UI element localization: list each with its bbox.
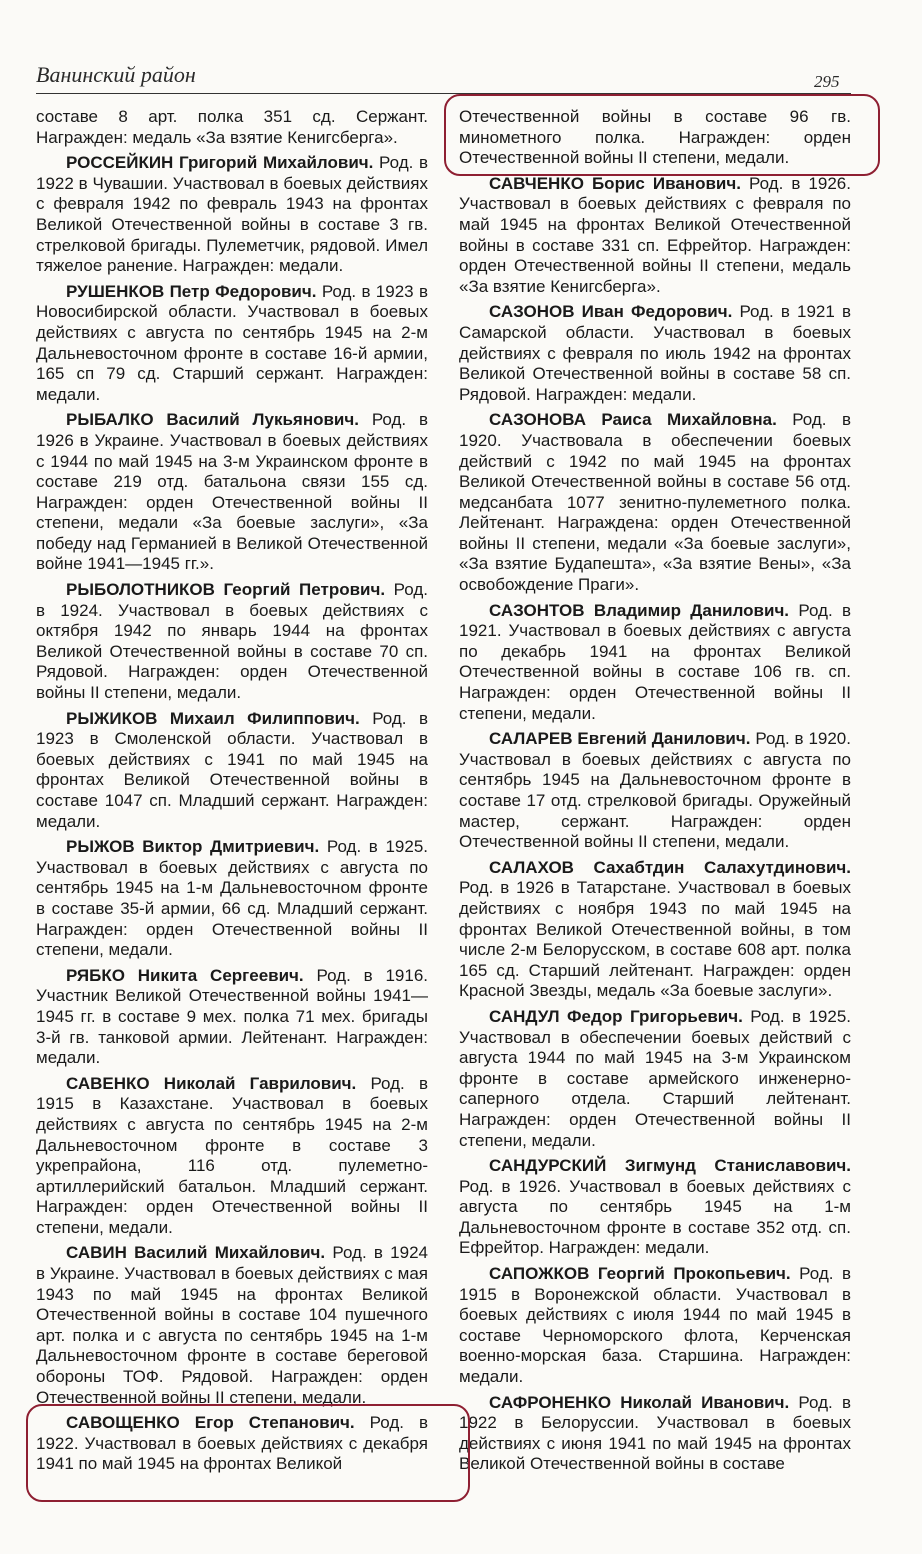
entry-text: Род. в 1924. Участвовал в боевых действиях с октября 1942 по январь 1944 на фронтах Великой Отечественной войны в составе 70 сп. Рядовой. Награжден: орден Отечественной войны II степени, медали. (36, 580, 428, 703)
entry-salarev (459, 729, 851, 853)
entry-name: САНДУРСКИЙ Зигмунд Станиславович. (489, 1156, 851, 1176)
entry-name: РЫЖОВ Виктор Дмитриевич. (66, 837, 320, 857)
entry-text: Род. в 1920. Участвовала в обеспечении боевых действий с 1942 по май 1945 на фронтах Великой Отечественной войны в составе 56 отд. медсанбата 1077 зенитно-пулеметного полка. Лейтенант. Награждена: орден Отечественной войны II степени, медали «За боевые заслуги», «За взятие Будапешта», «За взятие Вены», «За освобождение Праги». (459, 410, 851, 595)
page-number: 295 (814, 72, 840, 91)
entry-text: Род. в 1926. Участвовал в боевых действиях с августа по сентябрь 1945 на 1-м Дальневосточном фронте в составе 352 отд. сп. Ефрейтор. Награжден: медали. (459, 1176, 851, 1258)
entry-ryabko (36, 966, 428, 1069)
left-continuation-text: составе 8 арт. полка 351 сд. Сержант. Награжден: медаль «За взятие Кенигсберга». (36, 107, 428, 147)
entry-name: САЛАХОВ Сахабтдин Салахутдинович. (489, 857, 851, 877)
entry-sandursky (459, 1156, 851, 1259)
entry-ryzhikov (36, 709, 428, 833)
entry-rybalko (36, 410, 428, 575)
entry-text: Род. в 1925. Участвовал в обеспечении боевых действий с августа 1944 по май 1945 на 3-м Украинском фронте в составе армейского инженерно-саперного отдела. Старший лейтенант. Награжден: орден Отечественной войны II степени, медали. (459, 1006, 851, 1150)
entry-savenko (36, 1074, 428, 1239)
highlight-box-top (444, 94, 880, 176)
entry-text: Род. в 1916. Участник Великой Отечественной войны 1941—1945 гг. в составе 9 мех. полка 71 мех. бригады 3-й гв. танковой армии. Лейтенант. Награжден: медали. (36, 965, 429, 1068)
entry-name: РУШЕНКОВ Петр Федорович. (66, 281, 317, 301)
entry-salakhov (459, 858, 851, 1002)
entry-name: САЗОНТОВ Владимир Данилович. (489, 600, 790, 620)
right-column (459, 107, 851, 1480)
entry-name: САВОЩЕНКО Егор Степанович. (66, 1413, 355, 1433)
entry-name: РЯБКО Никита Сергеевич. (66, 965, 304, 985)
entry-text: Род. в 1925. Участвовал в боевых действиях с августа по сентябрь 1945 на 1-м Дальневосточном фронте в составе 35-й армии, 66 сд. Младший сержант. Награжден: орден Отечественной войны II степени, медали. (36, 837, 428, 960)
entry-text: Род. в 1920. Участвовал в боевых действиях с августа по сентябрь 1945 на Дальневосточном фронте в составе 17 отд. стрелковой бригады. Оружейный мастер, сержант. Награжден: орден Отечественной войны II степени, медали. (459, 729, 851, 852)
entry-sazontov (459, 601, 851, 725)
entry-text: Род. в 1923 в Смоленской области. Участвовал в боевых действиях с 1941 по май 1945 на фронтах Великой Отечественной войны в составе 1047 сп. Младший сержант. Награжден: медали. (36, 708, 428, 831)
page-header-title: Ванинский район (36, 62, 196, 87)
entry-name: РЫЖИКОВ Михаил Филиппович. (66, 708, 360, 728)
entry-name: РОССЕЙКИН Григорий Михайлович. (66, 153, 374, 173)
entry-sazonov (459, 302, 851, 405)
entry-text: Род. в 1915 в Казахстане. Участвовал в боевых действиях с августа по сентябрь 1945 на 2-м Дальневосточном фронте в составе 3 укрепрайона, 116 отд. пулеметно-артиллерийский батальон. Младший сержант. Награжден: орден Отечественной войны II степени, медали. (36, 1073, 428, 1237)
entry-name: САВЧЕНКО Борис Иванович. (489, 173, 741, 193)
entry-text: Род. в 1921 в Самарской области. Участвовал в боевых действиях с февраля по июль 1942 на фронтах Великой Отечественной войны в составе 58 сп. Рядовой. Награжден: медали. (459, 302, 851, 404)
entry-name: САЛАРЕВ Евгений Данилович. (489, 729, 751, 749)
entry-text: Род. в 1921. Участвовал в боевых действиях с августа по декабрь 1941 на фронтах Великой Отечественной войны в составе 106 гв. сп. Награжден: орден Отечественной войны II степени, медали. (459, 600, 852, 723)
entry-name: САНДУЛ Федор Григорьевич. (489, 1006, 743, 1026)
entry-sazonova (459, 410, 851, 595)
left-column (36, 107, 428, 1480)
right-continuation-text: Отечественной войны в составе 96 гв. минометного полка. Награжден: орден Отечественной войны II степени, медали. (459, 107, 851, 168)
entry-name: РЫБОЛОТНИКОВ Георгий Петрович. (66, 580, 386, 600)
entry-name: САВИН Василий Михайлович. (66, 1243, 326, 1263)
entry-savin (36, 1243, 428, 1408)
entry-name: САФРОНЕНКО Николай Иванович. (489, 1392, 790, 1412)
entry-name: САПОЖКОВ Георгий Прокопьевич. (489, 1264, 791, 1284)
entry-text: Род. в 1922. Участвовал в боевых действиях с декабря 1941 по май 1945 на фронтах Великой (36, 1413, 428, 1474)
highlight-box-bottom (26, 1404, 470, 1502)
entry-name: САЗОНОВ Иван Федорович. (489, 302, 733, 322)
entry-sapozhkov (459, 1264, 851, 1388)
entry-name: РЫБАЛКО Василий Лукьянович. (66, 410, 359, 430)
entry-rosseikin (36, 153, 428, 277)
entry-savchenko (459, 174, 851, 298)
entry-name: САВЕНКО Николай Гаврилович. (66, 1073, 357, 1093)
entry-rybolotnikov (36, 580, 428, 704)
entry-text: Род. в 1924 в Украине. Участвовал в боевых действиях с мая 1943 по май 1945 на фронтах Великой Отечественной войны в составе 104 пушечного арт. полка и с августа по сентябрь 1945 на 1-м Дальневосточном фронте в составе береговой обороны ТОФ. Рядовой. Награжден: орден Отечественной войны II степени, медали. (36, 1243, 428, 1407)
entry-text: Род. в 1926 в Украине. Участвовал в боевых действиях с 1944 по май 1945 на 3-м Украинском фронте в составе 219 отд. батальона связи 155 сд. Награжден: орден Отечественной войны II степени, медали «За боевые заслуги», «За победу над Германией в Великой Отечественной войне 1941—1945 гг.». (36, 410, 428, 574)
entry-text: Род. в 1922 в Белоруссии. Участвовал в боевых действиях с июня 1941 по май 1945 на фронтах Великой Отечественной войны в составе (459, 1392, 851, 1474)
entry-text: Род. в 1922 в Чувашии. Участвовал в боевых действиях с февраля 1942 по февраль 1943 на фронтах Великой Отечественной войны в составе 3 гв. стрелковой бригады. Пулеметчик, рядовой. Имел тяжелое ранение. Награжден: медали. (36, 153, 428, 276)
entry-ryzhov (36, 837, 428, 961)
entry-text: Род. в 1923 в Новосибирской области. Участвовал в боевых действиях с августа по сентябрь 1945 на 2-м Дальневосточном фронте в составе 16-й армии, 165 сп 79 сд. Старший сержант. Награжден: медали. (36, 281, 428, 404)
entry-text: Род. в 1926. Участвовал в боевых действиях с февраля по май 1945 на фронтах Великой Отечественной войны в составе 331 сп. Ефрейтор. Награжден: орден Отечественной войны II степени, медаль «За взятие Кенигсберга». (459, 173, 851, 296)
entry-text: Род. в 1915 в Воронежской области. Участвовал в боевых действиях с июля 1944 по май 1945 в составе Черноморского флота, Керченская военно-морская база. Старшина. Награжден: медали. (459, 1264, 851, 1387)
entry-rushenkov (36, 282, 428, 406)
entry-safronenko (459, 1393, 851, 1475)
entry-sandul (459, 1007, 851, 1151)
entry-text: Род. в 1926 в Татарстане. Участвовал в боевых действиях с ноября 1943 по май 1945 на фронтах Великой Отечественной войны, в том числе 2-м Белорусском, в составе 608 арт. полка 165 сд. Старший лейтенант. Награжден: орден Красной Звезды, медаль «За боевые заслуги». (459, 878, 851, 1001)
entry-name: САЗОНОВА Раиса Михайловна. (489, 410, 777, 430)
